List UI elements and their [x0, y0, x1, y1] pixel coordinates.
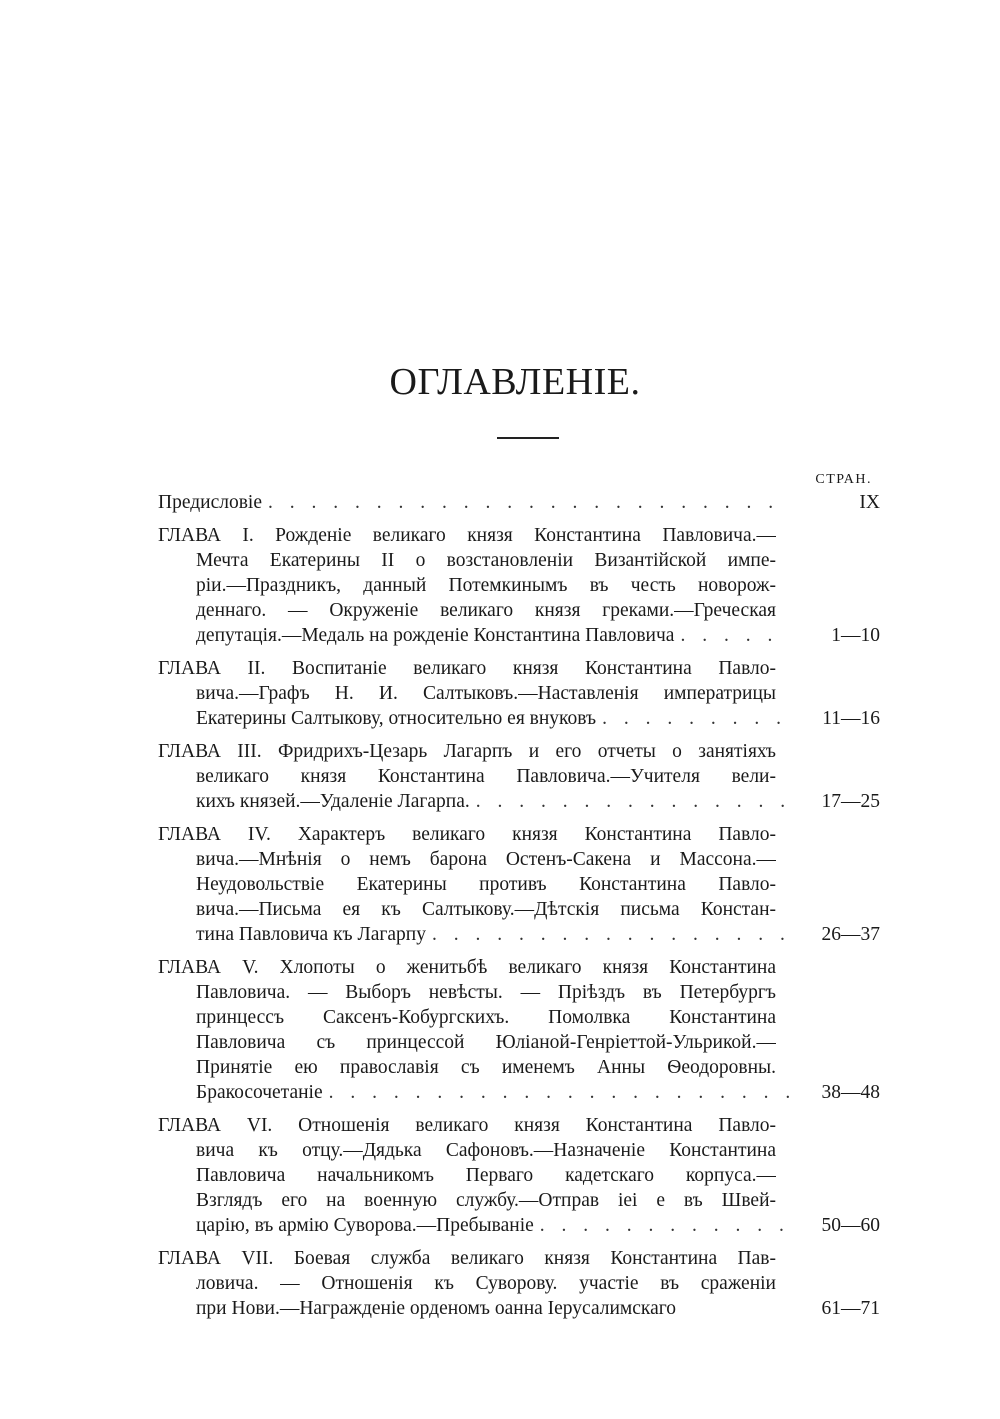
toc-entry-heading-line: ГЛАВА III. Фридрихъ-Цезарь Лагарпъ и его отчеты о занятіяхъ [158, 741, 776, 762]
table-of-contents [158, 490, 880, 1329]
toc-entry-text: тина Павловича къ Лагарпу [196, 924, 426, 945]
toc-entry-text: Предисловіе [158, 492, 263, 513]
toc-entry-heading-line: ГЛАВА V. Хлопоты о женитьбѣ великаго князя Константина [158, 957, 776, 978]
toc-entry[interactable] [158, 490, 880, 515]
toc-entry-last-line [158, 1296, 880, 1321]
toc-entry-line: принцессъ Саксенъ-Кобургскихъ. Помолвка Константина [196, 1007, 776, 1028]
page-title: ОГЛАВЛЕНІЕ. [389, 361, 641, 403]
toc-page-number: 61—71 [821, 1298, 880, 1319]
toc-entry-last-line [158, 1213, 880, 1238]
toc-entry-last-line [158, 706, 880, 731]
leader-dots [476, 789, 790, 814]
toc-entry-line: Павловича съ принцессой Юліаной-Генріеттой-Ульрикой.— [196, 1032, 776, 1053]
toc-entry-line: вича.—Мнѣнія о немъ барона Остенъ-Сакена и Массона.— [196, 849, 776, 870]
toc-entry-heading-line: ГЛАВА VI. Отношенія великаго князя Константина Павло- [158, 1115, 776, 1136]
toc-entry[interactable] [158, 822, 880, 947]
leader-dots [432, 922, 790, 947]
toc-entry-last-line [158, 922, 880, 947]
toc-entry-text: депутація.—Медаль на рожденіе Константина Павловича [196, 625, 675, 646]
toc-entry-line: Принятіе ею православія съ именемъ Анны Ѳеодоровны. [196, 1057, 776, 1078]
toc-entry-line: Взглядъ его на военную службу.—Отправ іеі е въ Швей- [196, 1190, 776, 1211]
leader-dots [602, 706, 790, 731]
leader-dots [268, 490, 790, 515]
toc-entry-line: деннаго. — Окруженіе великаго князя греками.—Греческая [196, 600, 776, 621]
toc-entry-last-line [158, 1080, 880, 1105]
toc-page-number: IX [859, 492, 880, 513]
toc-entry-line: вича.—Письма ея къ Салтыкову.—Дѣтскія письма Констан- [196, 899, 776, 920]
toc-entry[interactable] [158, 656, 880, 731]
toc-entry-text: Бракосочетаніе [196, 1082, 323, 1103]
toc-page-number: 38—48 [821, 1082, 880, 1103]
leader-dots [680, 623, 790, 648]
leader-dots [329, 1080, 790, 1105]
toc-entry-line: ловича. — Отношенія къ Суворову. участіе въ сраженіи [196, 1273, 776, 1294]
toc-entry-last-line [158, 789, 880, 814]
toc-entry-text: при Нови.—Награжденіе орденомъ оанна Іерусалимскаго [196, 1298, 677, 1319]
toc-entry-line: Павловича. — Выборъ невѣсты. — Пріѣздъ въ Петербургъ [196, 982, 776, 1003]
toc-page-number: 26—37 [821, 924, 880, 945]
leader-dots [540, 1213, 790, 1238]
toc-entry-line: вича.—Графъ Н. И. Салтыковъ.—Наставленія императрицы [196, 683, 776, 704]
title-divider [497, 437, 559, 439]
toc-entry-line: вича къ отцу.—Дядька Сафоновъ.—Назначеніе Константина [196, 1140, 776, 1161]
toc-page-number: 17—25 [821, 791, 880, 812]
toc-entry-heading-line: ГЛАВА VII. Боевая служба великаго князя Константина Пав- [158, 1248, 776, 1269]
toc-entry-text: царію, въ армію Суворова.—Пребываніе [196, 1215, 534, 1236]
toc-entry[interactable] [158, 1246, 880, 1321]
toc-entry[interactable] [158, 523, 880, 648]
toc-entry-line: ріи.—Праздникъ, данный Потемкинымъ въ честь новорож- [196, 575, 776, 596]
toc-page-number: 11—16 [822, 708, 880, 729]
toc-entry-text: Екатерины Салтыкову, относительно ея внуковъ [196, 708, 597, 729]
page-column-header: СТРАН. [815, 472, 872, 487]
toc-entry-line: великаго князя Константина Павловича.—Учителя вели- [196, 766, 776, 787]
toc-entry[interactable] [158, 955, 880, 1105]
toc-entry-heading-line: ГЛАВА IV. Характеръ великаго князя Константина Павло- [158, 824, 776, 845]
toc-entry-last-line [158, 490, 880, 515]
toc-page-number: 50—60 [821, 1215, 880, 1236]
toc-entry-line: Мечта Екатерины II о возстановленіи Византійской импе- [196, 550, 776, 571]
toc-entry[interactable] [158, 739, 880, 814]
toc-entry-heading-line: ГЛАВА II. Воспитаніе великаго князя Константина Павло- [158, 658, 776, 679]
toc-entry-line: Неудовольствіе Екатерины противъ Константина Павло- [196, 874, 776, 895]
toc-page-number: 1—10 [831, 625, 880, 646]
toc-entry-line: Павловича начальникомъ Перваго кадетскаго корпуса.— [196, 1165, 776, 1186]
toc-entry-text: кихъ князей.—Удаленіе Лагарпа. [196, 791, 470, 812]
toc-entry-last-line [158, 623, 880, 648]
toc-entry[interactable] [158, 1113, 880, 1238]
toc-entry-heading-line: ГЛАВА I. Рожденіе великаго князя Константина Павловича.— [158, 525, 776, 546]
